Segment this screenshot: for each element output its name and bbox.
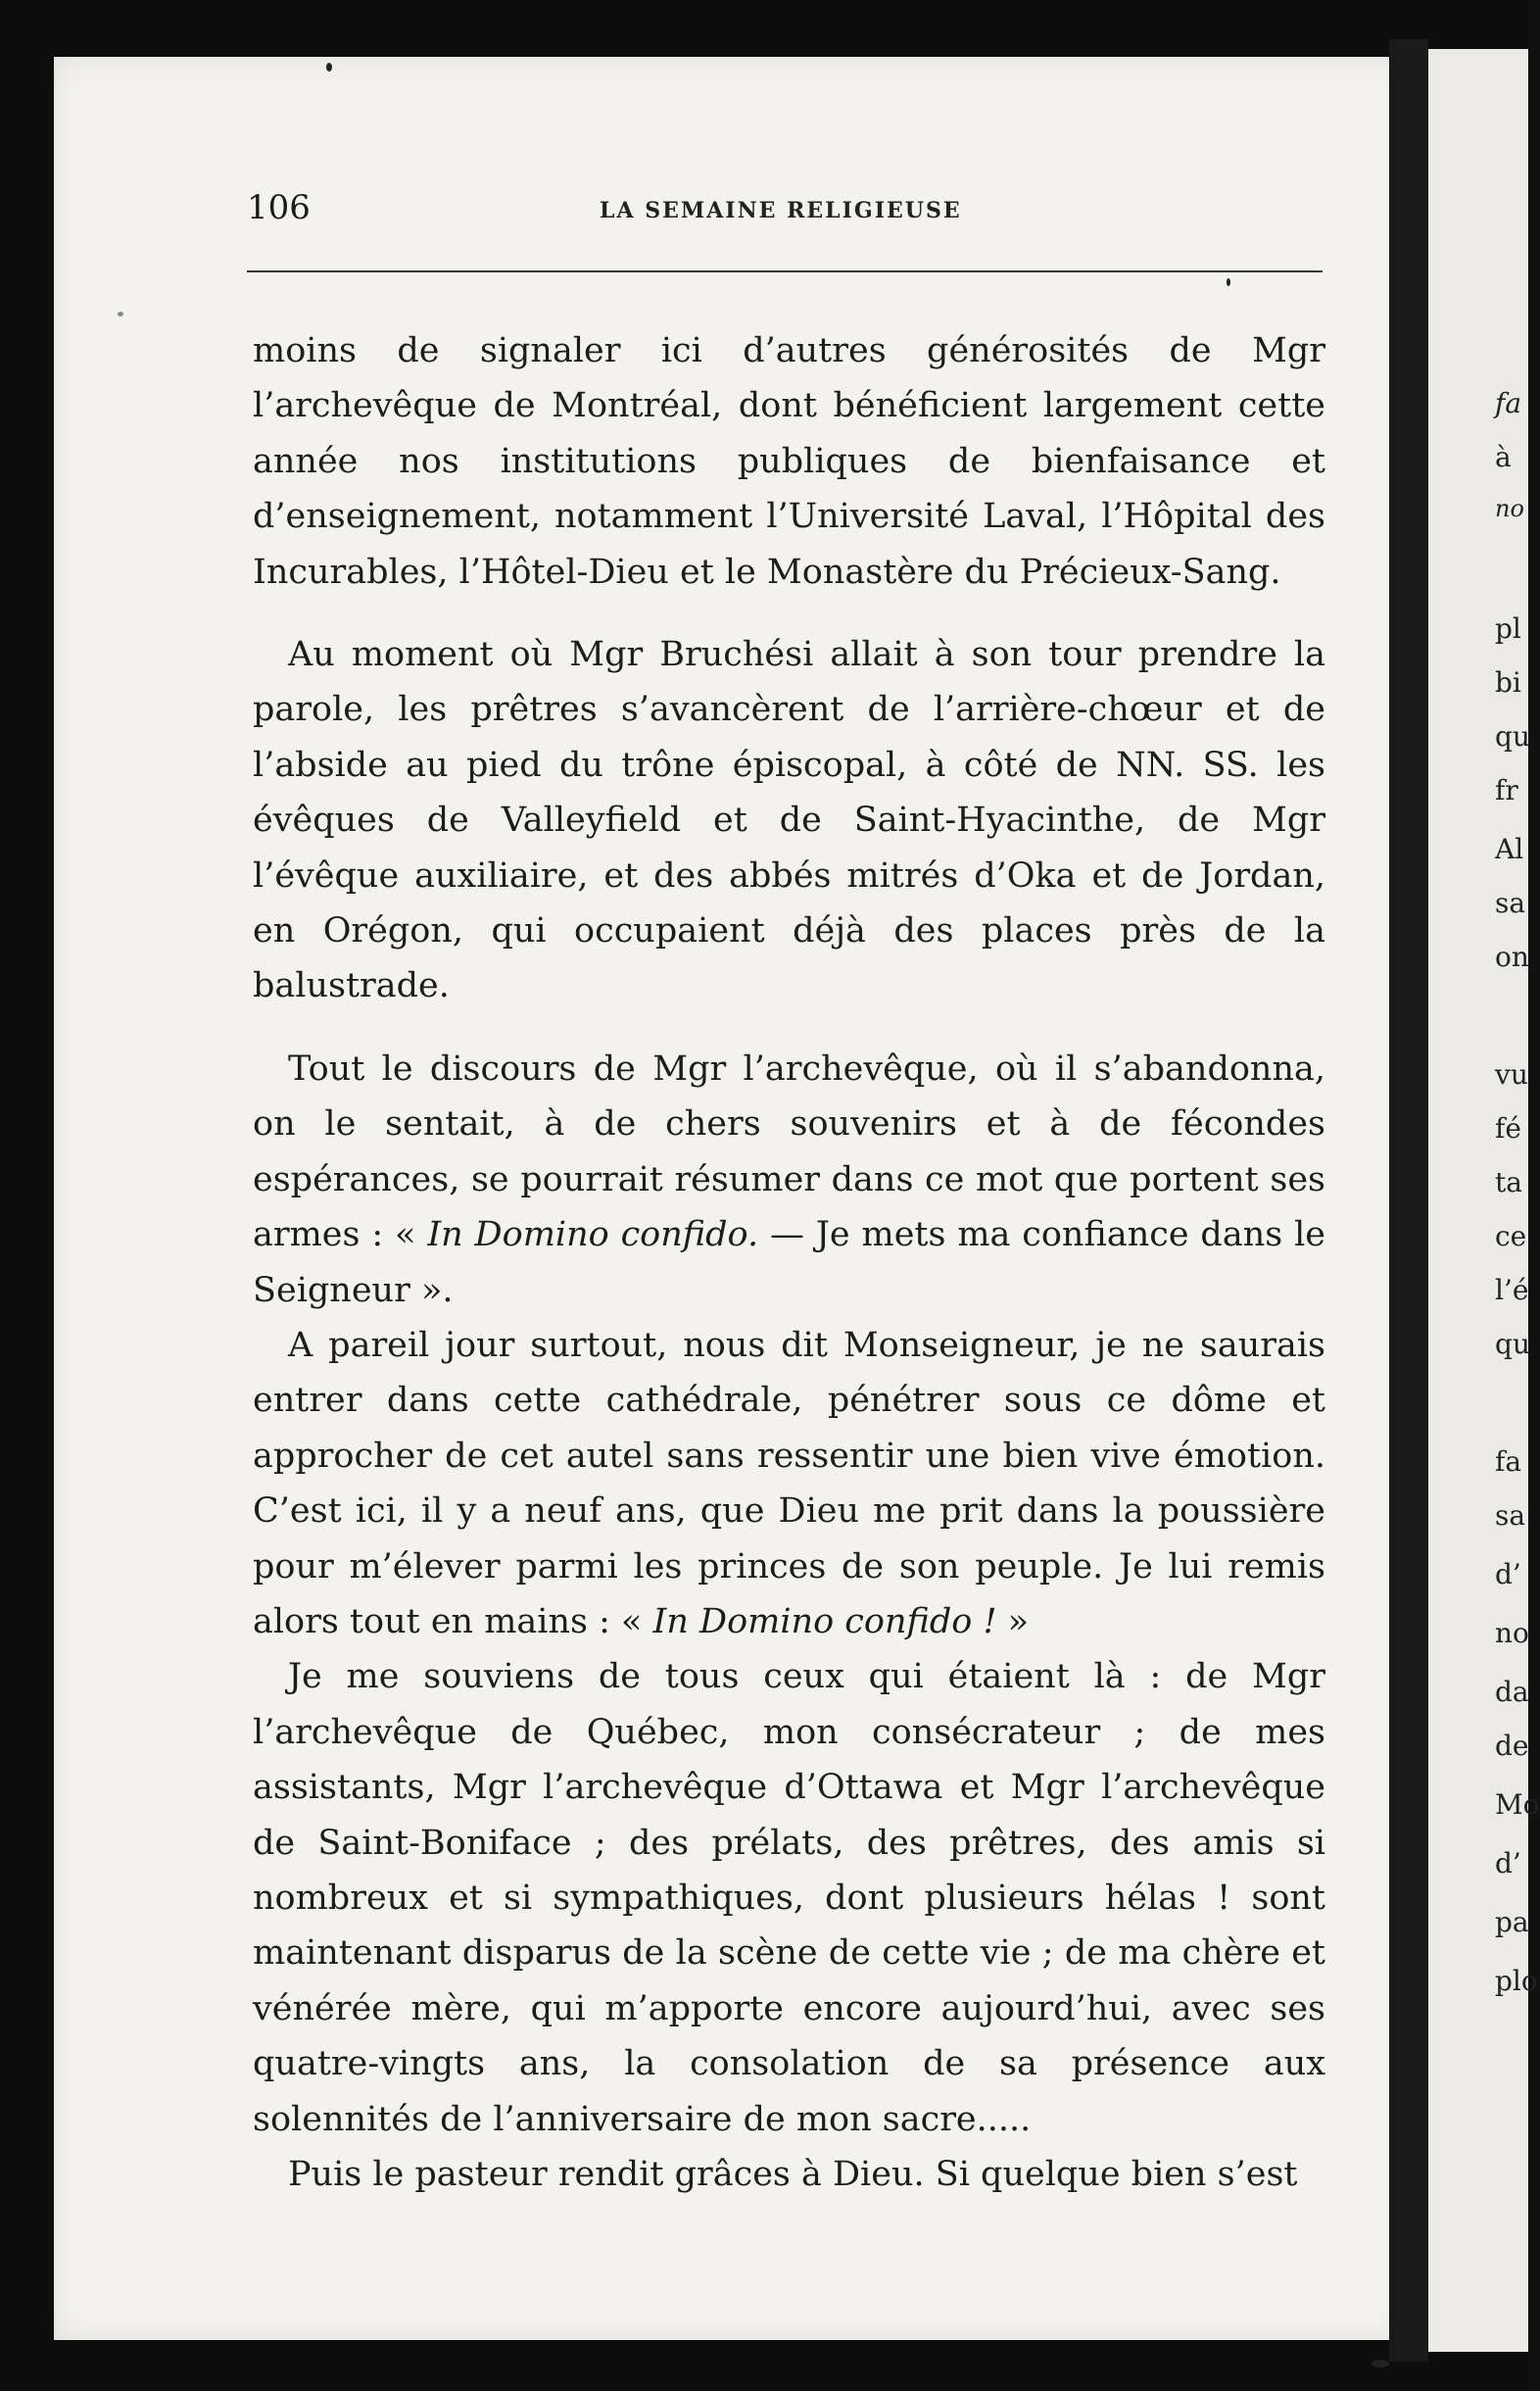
book-gutter	[1389, 39, 1428, 2362]
facing-page-fragment: d’	[1495, 1558, 1521, 1590]
facing-page-fragment: sa	[1495, 887, 1526, 919]
facing-page-edge	[1428, 49, 1540, 2352]
dust-speck	[118, 312, 123, 317]
facing-page-fragment: Mo	[1495, 1788, 1540, 1821]
facing-page-fragment: no	[1495, 495, 1524, 522]
facing-page-fragment: de	[1495, 1730, 1529, 1762]
paragraph: moins de signaler ici d’autres générosités de Mgr l’archevêque de Montréal, dont bénéficient largement cette année nos institutions publiques de bienfaisance et d’enseignement, notamment l’Université Laval, l’Hôpital des Incurables, l’Hôtel-Dieu et le Monastère du Précieux-Sang.	[253, 331, 1325, 592]
facing-page-fragment: plo	[1495, 1965, 1538, 1997]
facing-page-fragment: fé	[1495, 1112, 1521, 1145]
facing-page-fragment: fa	[1495, 1445, 1522, 1478]
paragraph-text: Tout le discours de Mgr l’archevêque, où il s’abandonna, on le sentait, à de chers souvenirs et à de fécondes espérances, se pourrait résumer dans ce mot que portent ses armes : «	[253, 1049, 1325, 1255]
paragraph: Au moment où Mgr Bruchési allait à son tour prendre la parole, les prêtres s’avancèrent de l’arrière-chœur et de l’abside au pied du trône épiscopal, à côté de NN. SS. les évêques de Valleyfield et de Saint-Hyacinthe, de Mgr l’évêque auxiliaire, et des abbés mitrés d’Oka et de Jordan, en Orégon, qui occupaient déjà des places près de la balustrade.	[253, 635, 1325, 1006]
facing-page-fragment: l’é	[1495, 1274, 1529, 1306]
dust-speck	[326, 63, 332, 72]
facing-page-fragment: pa	[1495, 1906, 1529, 1938]
dust-speck	[1227, 278, 1230, 286]
paragraph: Puis le pasteur rendit grâces à Dieu. Si quelque bien s’est	[288, 2155, 1298, 2194]
facing-page-fragment: d’	[1495, 1847, 1521, 1879]
facing-page-fragment: vu	[1495, 1058, 1528, 1091]
facing-page-fragment: qu	[1495, 1328, 1530, 1360]
facing-page-fragment: qu	[1495, 720, 1530, 753]
facing-page-fragment: on	[1495, 941, 1529, 973]
facing-page-fragment: ta	[1495, 1166, 1522, 1198]
paragraph: Je me souviens de tous ceux qui étaient là : de Mgr l’archevêque de Québec, mon consécrateur ; de mes assistants, Mgr l’archevêque d’Ottawa et Mgr l’archevêque de Saint-Boniface ; des prélats, des prêtres, des amis si nombreux et si sympathiques, dont plusieurs hélas ! sont maintenant disparus de la scène de cette vie ; de ma chère et vénérée mère, qui m’apporte encore aujourd’hui, avec ses quatre-vingts ans, la consolation de sa présence aux solennités de l’anniversaire de mon sacre.....	[253, 1657, 1325, 2139]
header-rule	[247, 270, 1323, 272]
latin-motto: In Domino confido !	[652, 1601, 997, 1641]
page-number: 106	[247, 188, 311, 227]
facing-page-fragment: Al	[1495, 833, 1524, 865]
facing-page-fragment: fa	[1495, 387, 1522, 419]
facing-page-fragment: sa	[1495, 1499, 1526, 1532]
facing-page-fragment: no	[1495, 1617, 1529, 1649]
facing-page-fragment: fr	[1495, 774, 1518, 806]
facing-page-fragment: ce	[1495, 1220, 1527, 1252]
facing-page-fragment: à	[1495, 441, 1512, 473]
paragraph	[253, 1042, 1325, 1318]
paragraph-text: »	[996, 1601, 1030, 1641]
body-text	[253, 323, 1325, 2202]
facing-page-fragment: pl	[1495, 612, 1521, 645]
paragraph-text: — Je mets ma confiance dans le Seigneur ».	[253, 1215, 1325, 1310]
running-title: LA SEMAINE RELIGIEUSE	[600, 198, 962, 223]
facing-page-fragment: da	[1495, 1676, 1529, 1708]
paragraph	[253, 1318, 1325, 1649]
facing-page-fragment: bi	[1495, 666, 1521, 699]
latin-motto: In Domino confido.	[427, 1215, 759, 1255]
page-header	[247, 188, 1323, 237]
dust-speck	[1372, 2360, 1389, 2367]
paragraph-text: A pareil jour surtout, nous dit Monseigneur, je ne saurais entrer dans cette cathédrale, pénétrer sous ce dôme et approcher de cet autel sans ressentir une bien vive émotion. C’est ici, il y a neuf ans, que Dieu me prit dans la poussière pour m’élever parmi les princes de son peuple. Je lui remis alors tout en mains : «	[253, 1325, 1325, 1641]
